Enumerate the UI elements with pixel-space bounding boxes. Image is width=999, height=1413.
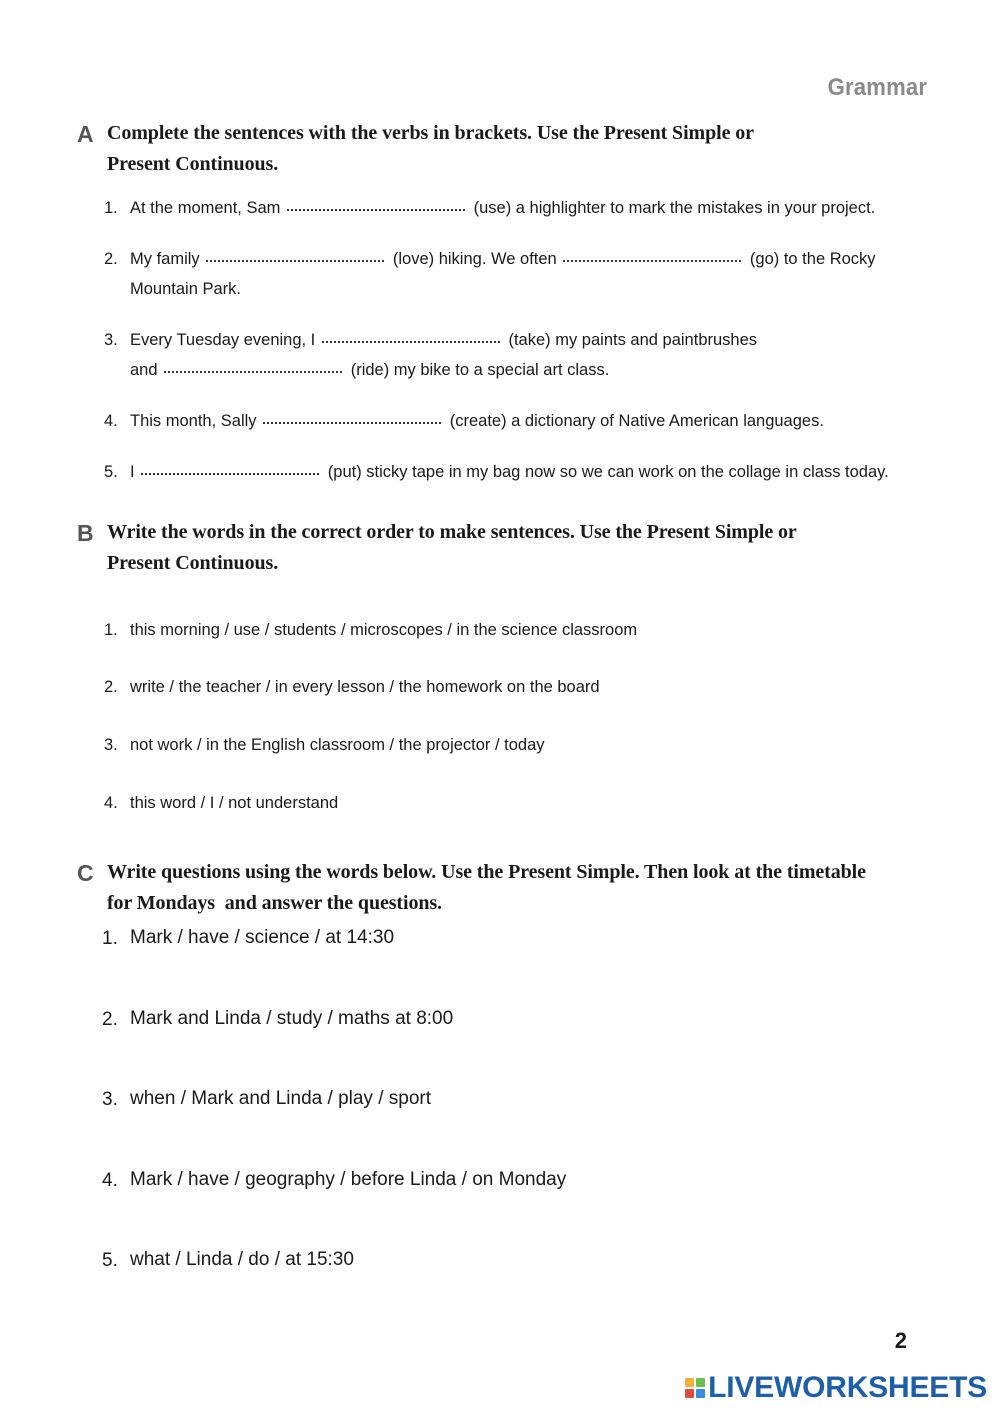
page-header-label: Grammar [827, 74, 927, 101]
a-item-1-number: 1. [104, 199, 118, 217]
c-item-2: Mark and Linda / study / maths at 8:00 [130, 1008, 454, 1029]
c-item-3: when / Mark and Linda / play / sport [130, 1088, 431, 1109]
a-item-3-blank-2[interactable] [164, 369, 342, 373]
section-c-letter: C [77, 860, 94, 886]
a-item-4-number: 4. [104, 412, 118, 430]
c-item-4: Mark / have / geography / before Linda / on Monday [130, 1169, 567, 1190]
a-item-4-blank[interactable] [263, 420, 441, 424]
a-item-3-after: (take) my paints and paintbrushes [508, 331, 758, 349]
a-item-4 [130, 406, 824, 436]
a-item-3-line2 [130, 355, 757, 385]
a-item-3 [130, 325, 757, 385]
a-item-4-before: This month, Sally [130, 412, 257, 430]
a-item-3-line2-after: (ride) my bike to a special art class. [350, 361, 610, 379]
liveworksheets-logo[interactable] [685, 1370, 987, 1406]
a-item-1 [130, 193, 875, 223]
a-item-3-blank-1[interactable] [322, 339, 500, 343]
a-item-2-blank-1[interactable] [206, 258, 384, 262]
section-c-title-line1: Write questions using the words below. Use the Present Simple. Then look at the timetable [107, 861, 866, 883]
a-item-1-blank[interactable] [287, 207, 465, 211]
section-b-title-line2: Present Continuous. [107, 552, 279, 574]
c-item-1: Mark / have / science / at 14:30 [130, 927, 395, 948]
a-item-3-line1 [130, 325, 757, 355]
logo-square-1 [685, 1378, 694, 1387]
a-item-3-number: 3. [104, 331, 118, 349]
a-item-3-line2-before: and [130, 361, 158, 379]
page-number: 2 [894, 1328, 907, 1353]
a-item-4-after: (create) a dictionary of Native American languages. [449, 412, 824, 430]
b-item-4: this word / I / not understand [130, 794, 339, 812]
section-b-title [107, 517, 937, 579]
a-item-2-after: (go) to the Rocky [749, 250, 876, 268]
a-item-5-after: (put) sticky tape in my bag now so we can work on the collage in class today. [327, 463, 889, 481]
logo-square-4 [696, 1389, 705, 1398]
a-item-2-blank-2[interactable] [563, 258, 741, 262]
c-item-2-number: 2. [102, 1009, 118, 1030]
a-item-2-line1 [130, 244, 876, 274]
a-item-2-before: My family [130, 250, 200, 268]
logo-text: LIVEWORKSHEETS [708, 1371, 987, 1404]
a-item-5-number: 5. [104, 463, 118, 481]
a-item-1-before: At the moment, Sam [130, 199, 281, 217]
a-item-2-mid: (love) hiking. We often [392, 250, 557, 268]
section-a-title-line1: Complete the sentences with the verbs in brackets. Use the Present Simple or [107, 122, 754, 144]
section-a-letter: A [77, 121, 94, 147]
section-b-title-line1: Write the words in the correct order to make sentences. Use the Present Simple or [107, 521, 797, 543]
a-item-5-before: I [130, 463, 135, 481]
c-item-5-number: 5. [102, 1250, 118, 1271]
b-item-3: not work / in the English classroom / the projector / today [130, 736, 545, 754]
a-item-5-blank[interactable] [141, 471, 319, 475]
logo-square-3 [685, 1389, 694, 1398]
c-item-3-number: 3. [102, 1089, 118, 1110]
section-c-title-line2: for Mondays and answer the questions. [107, 892, 442, 914]
b-item-3-number: 3. [104, 736, 118, 754]
logo-square-2 [696, 1378, 705, 1387]
section-a-title [107, 118, 937, 180]
a-item-2-number: 2. [104, 250, 118, 268]
b-item-1: this morning / use / students / microscopes / in the science classroom [130, 621, 638, 639]
section-c-title [107, 857, 937, 919]
b-item-2: write / the teacher / in every lesson / the homework on the board [130, 678, 600, 696]
logo-grid-icon [685, 1378, 705, 1398]
b-item-1-number: 1. [104, 621, 118, 639]
c-item-4-number: 4. [102, 1170, 118, 1191]
b-item-4-number: 4. [104, 794, 118, 812]
a-item-2 [130, 244, 876, 304]
section-b-letter: B [77, 520, 94, 546]
a-item-1-after: (use) a highlighter to mark the mistakes in your project. [473, 199, 876, 217]
section-a-title-line2: Present Continuous. [107, 153, 279, 175]
c-item-5: what / Linda / do / at 15:30 [130, 1249, 354, 1270]
a-item-3-before: Every Tuesday evening, I [130, 331, 316, 349]
c-item-1-number: 1. [102, 928, 118, 949]
a-item-5 [130, 457, 889, 487]
a-item-2-line2: Mountain Park. [130, 280, 241, 298]
b-item-2-number: 2. [104, 678, 118, 696]
